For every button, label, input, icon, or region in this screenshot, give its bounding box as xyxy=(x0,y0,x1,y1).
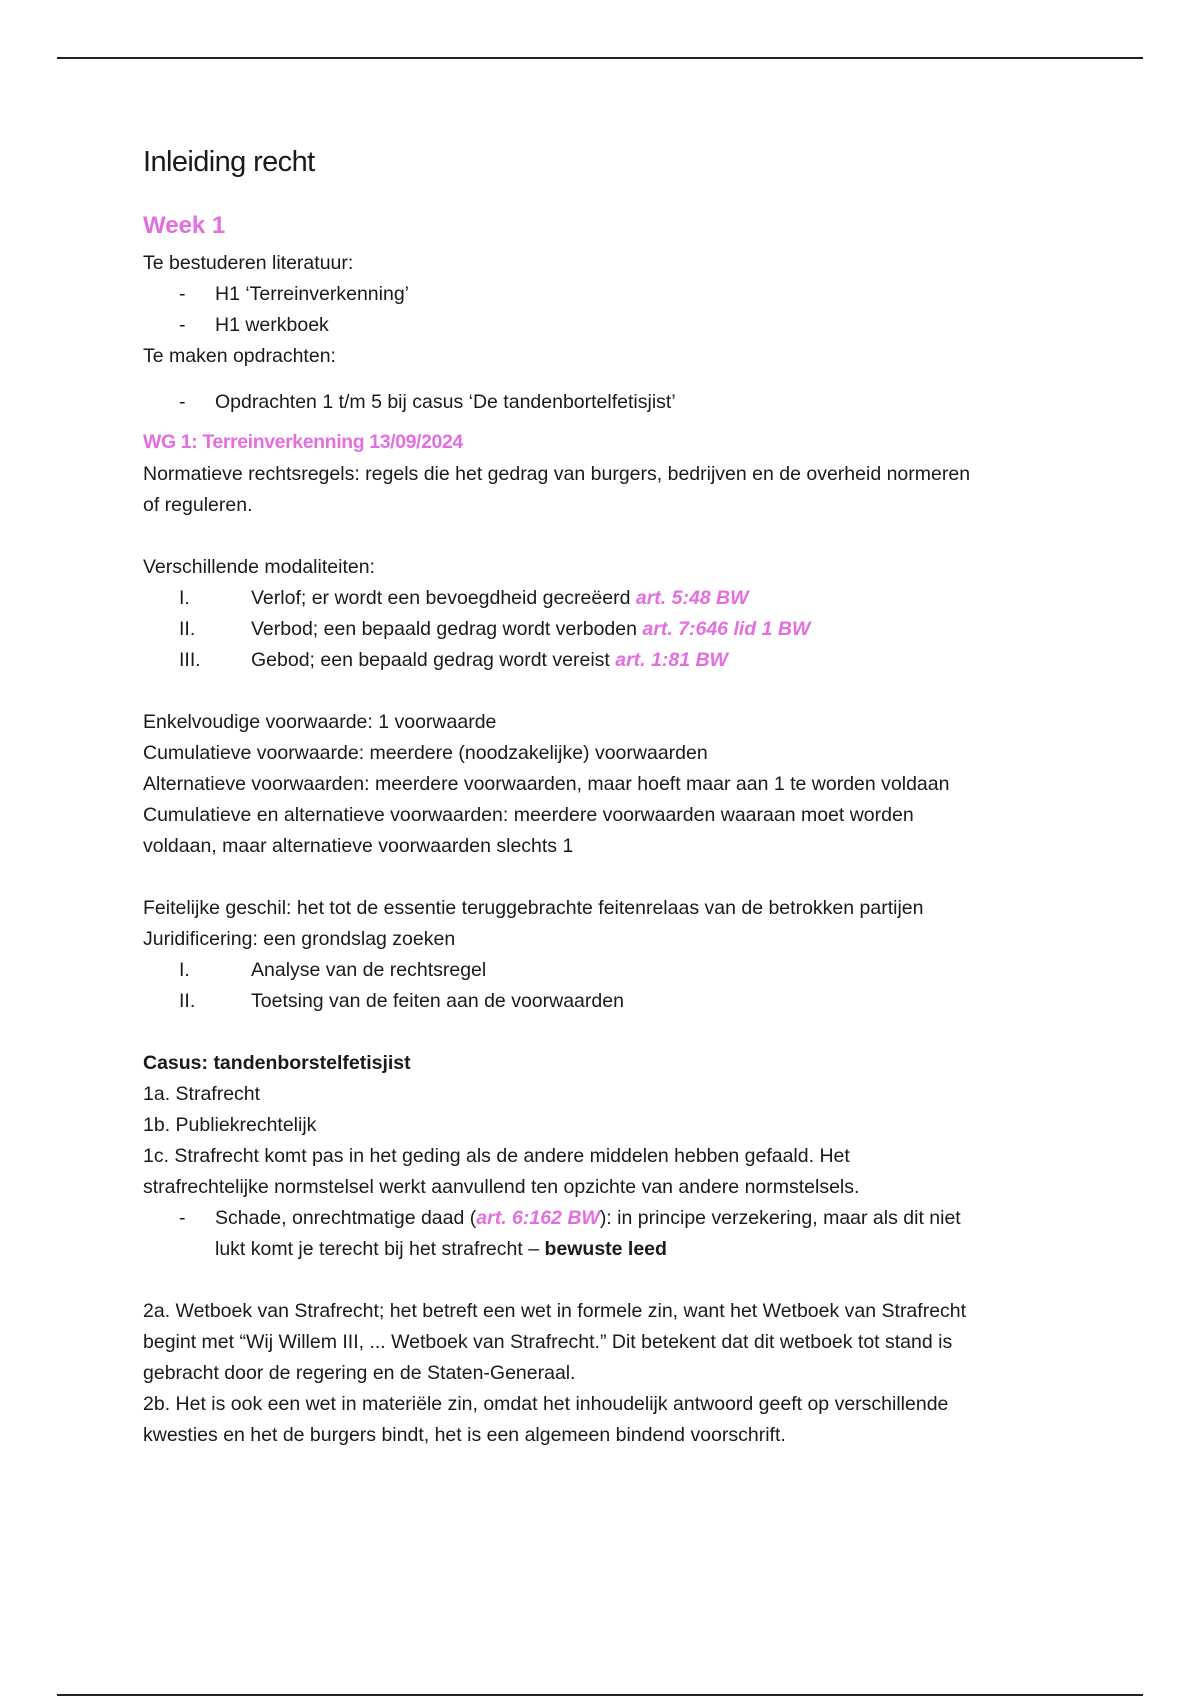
paragraph-line: kwesties en het de burgers bindt, het is een algemeen bindend voorschrift. xyxy=(143,1424,786,1446)
paragraph-line: voldaan, maar alternatieve voorwaarden slechts 1 xyxy=(143,835,574,857)
list-item: I. Analyse van de rechtsregel xyxy=(179,959,487,981)
paragraph-line: Enkelvoudige voorwaarde: 1 voorwaarde xyxy=(143,711,497,733)
document-page xyxy=(143,140,1073,1451)
article-reference: art. 5:48 BW xyxy=(635,587,749,609)
document-title: Inleiding recht xyxy=(143,146,315,178)
paragraph-line: Alternatieve voorwaarden: meerdere voorwaarden, maar hoeft maar aan 1 te worden voldaan xyxy=(143,773,950,795)
footer-rule xyxy=(57,1694,1143,1696)
assignments-label: Te maken opdrachten: xyxy=(143,345,336,367)
paragraph-line: 2b. Het is ook een wet in materiële zin, omdat het inhoudelijk antwoord geeft op verschillende xyxy=(143,1393,949,1415)
paragraph-line: Cumulatieve voorwaarde: meerdere (noodzakelijke) voorwaarden xyxy=(143,742,708,764)
wg-heading: WG 1: Terreinverkenning 13/09/2024 xyxy=(143,431,463,453)
paragraph-line: Cumulatieve en alternatieve voorwaarden: meerdere voorwaarden waaraan moet worden xyxy=(143,804,914,826)
emphasis: bewuste leed xyxy=(544,1238,667,1260)
paragraph-line: begint met “Wij Willem III, ... Wetboek van Strafrecht.” Dit betekent dat dit wetboek tot stand is xyxy=(143,1331,953,1353)
list-item: - H1 ‘Terreinverkenning’ xyxy=(143,279,1073,310)
paragraph-line: Normatieve rechtsregels: regels die het gedrag van burgers, bedrijven en de overheid normeren xyxy=(143,463,971,485)
list-item: - Schade, onrechtmatige daad (art. 6:162 BW): in principe verzekering, maar als dit niet xyxy=(143,1203,1073,1234)
paragraph-line: of reguleren. xyxy=(143,494,253,516)
dash-bullet: - xyxy=(179,314,186,336)
paragraph-line: Feitelijke geschil: het tot de essentie teruggebrachte feitenrelaas van de betrokken partijen xyxy=(143,897,924,919)
week-heading: Week 1 xyxy=(143,212,226,239)
paragraph-line: 1a. Strafrecht xyxy=(143,1083,261,1105)
list-item: - Opdrachten 1 t/m 5 bij casus ‘De tandenbortelfetisjist’ xyxy=(143,387,1073,418)
modalities-label: Verschillende modaliteiten: xyxy=(143,556,375,578)
paragraph-line: 2a. Wetboek van Strafrecht; het betreft een wet in formele zin, want het Wetboek van Strafrecht xyxy=(143,1300,967,1322)
case-heading: Casus: tandenborstelfetisjist xyxy=(143,1052,411,1074)
paragraph-line: 1b. Publiekrechtelijk xyxy=(143,1114,317,1136)
literature-label: Te bestuderen literatuur: xyxy=(143,252,354,274)
paragraph-line: Juridificering: een grondslag zoeken xyxy=(143,928,456,950)
list-item: II. Toetsing van de feiten aan de voorwaarden xyxy=(179,990,624,1012)
paragraph-line: gebracht door de regering en de Staten-Generaal. xyxy=(143,1362,576,1384)
list-item: III. Gebod; een bepaald gedrag wordt vereist art. 1:81 BW xyxy=(179,649,728,671)
dash-bullet: - xyxy=(179,1207,186,1229)
paragraph-line: strafrechtelijke normstelsel werkt aanvullend ten opzichte van andere normstelsels. xyxy=(143,1176,860,1198)
list-item: - H1 werkboek xyxy=(143,310,1073,341)
header-rule xyxy=(57,57,1143,59)
paragraph-line: 1c. Strafrecht komt pas in het geding als de andere middelen hebben gefaald. Het xyxy=(143,1145,850,1167)
list-item-continuation: lukt komt je terecht bij het strafrecht – bewuste leed xyxy=(215,1238,667,1260)
dash-bullet: - xyxy=(179,391,186,413)
list-item: I. Verlof; er wordt een bevoegdheid gecreëerd art. 5:48 BW xyxy=(179,587,749,609)
list-item: II. Verbod; een bepaald gedrag wordt verboden art. 7:646 lid 1 BW xyxy=(179,618,811,640)
article-reference: art. 1:81 BW xyxy=(615,649,728,671)
dash-bullet: - xyxy=(179,283,186,305)
article-reference: art. 6:162 BW xyxy=(476,1207,600,1229)
article-reference: art. 7:646 lid 1 BW xyxy=(642,618,811,640)
